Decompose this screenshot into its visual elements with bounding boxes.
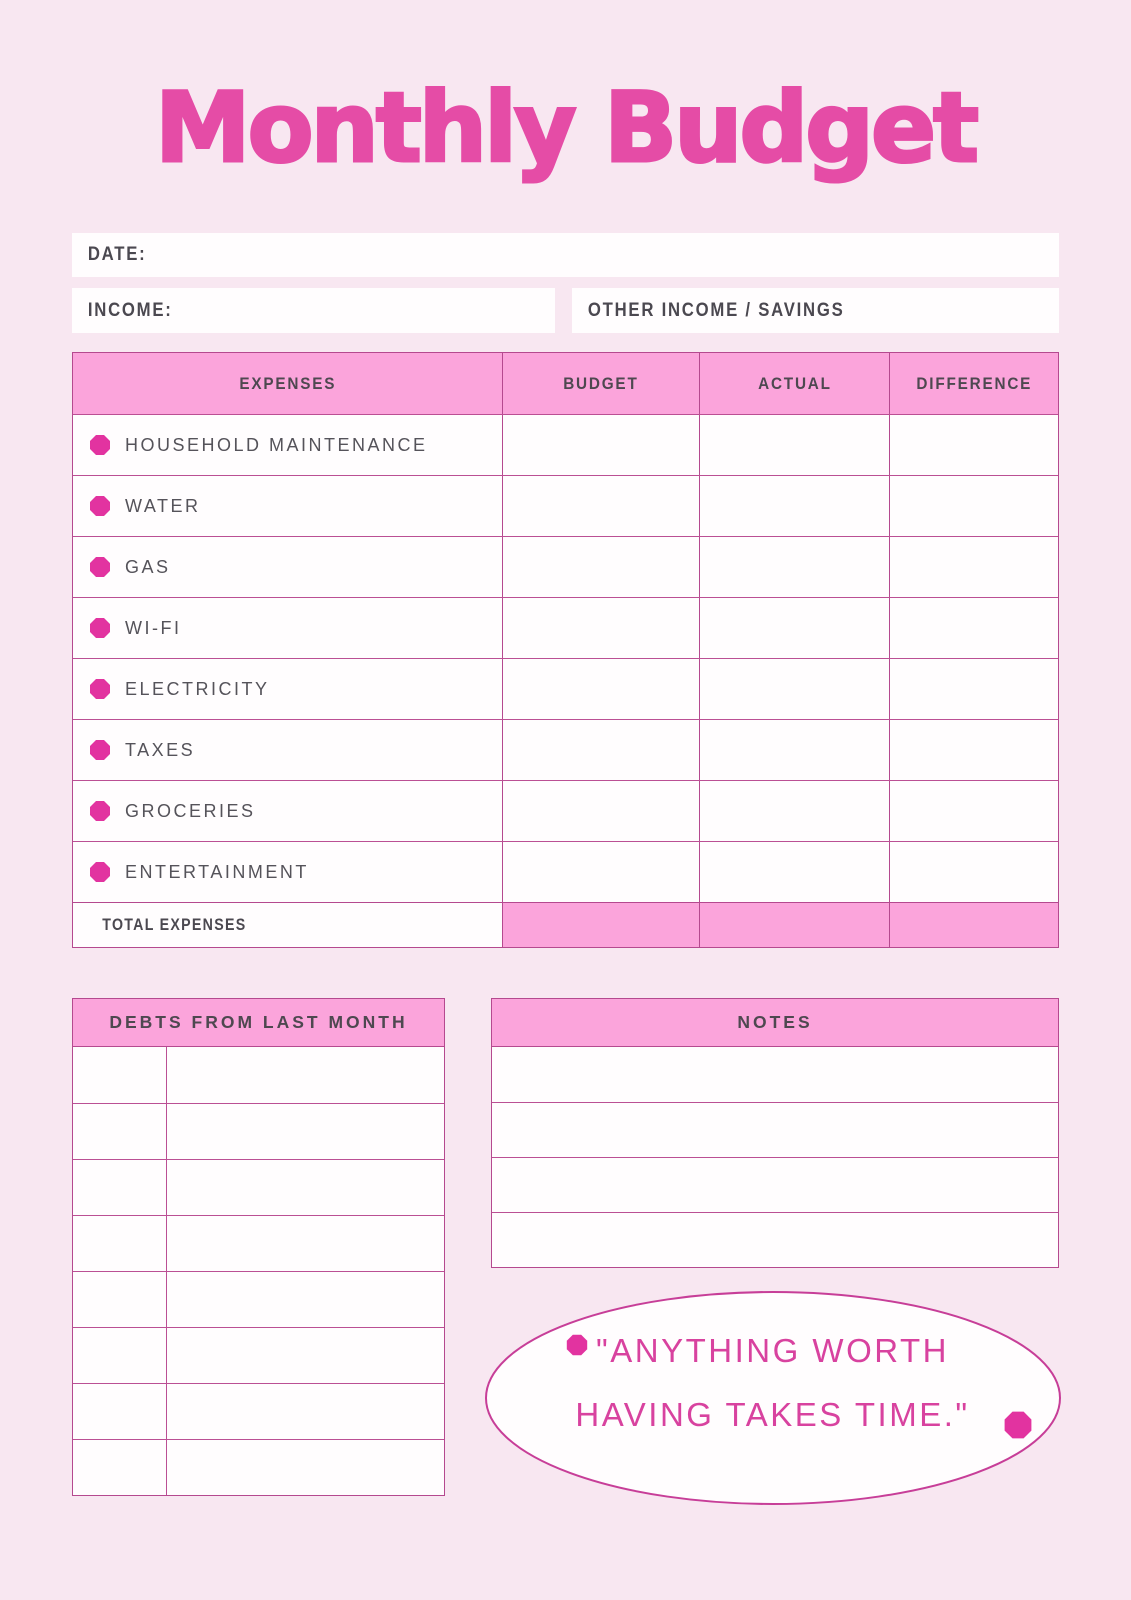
- expense-label: ELECTRICITY: [125, 678, 270, 699]
- debt-description-cell[interactable]: [167, 1328, 444, 1383]
- debt-amount-cell[interactable]: [73, 1272, 167, 1327]
- note-line[interactable]: [492, 1212, 1058, 1267]
- page-title: Monthly Budget: [155, 72, 976, 184]
- expense-row: [73, 780, 1058, 841]
- debts-table-title: DEBTS FROM LAST MONTH: [109, 1012, 408, 1032]
- expense-label: WATER: [125, 495, 201, 516]
- debt-row: [73, 1271, 444, 1327]
- budget-cell[interactable]: [502, 781, 699, 841]
- expense-label: ENTERTAINMENT: [125, 861, 309, 882]
- octagon-bullet-icon: [90, 618, 110, 638]
- debt-amount-cell[interactable]: [73, 1104, 167, 1159]
- budget-cell[interactable]: [502, 415, 699, 475]
- actual-cell[interactable]: [699, 415, 889, 475]
- total-actual-cell[interactable]: [699, 903, 889, 947]
- octagon-bullet-icon: [90, 862, 110, 882]
- income-field[interactable]: [72, 288, 555, 333]
- budget-cell[interactable]: [502, 842, 699, 902]
- octagon-bullet-icon: [90, 801, 110, 821]
- debt-description-cell[interactable]: [167, 1104, 444, 1159]
- note-line[interactable]: [492, 1102, 1058, 1157]
- debts-rows: [73, 1047, 444, 1495]
- debt-row: [73, 1439, 444, 1495]
- note-line[interactable]: [492, 1157, 1058, 1212]
- total-difference-cell[interactable]: [889, 903, 1058, 947]
- total-expenses-row: [73, 902, 1058, 947]
- octagon-bullet-icon: [90, 557, 110, 577]
- actual-cell[interactable]: [699, 842, 889, 902]
- difference-cell[interactable]: [889, 659, 1058, 719]
- debt-amount-cell[interactable]: [73, 1047, 167, 1103]
- expense-label: GROCERIES: [125, 800, 256, 821]
- expenses-rows: [73, 414, 1058, 902]
- total-expenses-label-cell: [73, 903, 502, 947]
- actual-cell[interactable]: [699, 537, 889, 597]
- budget-cell[interactable]: [502, 476, 699, 536]
- total-budget-cell[interactable]: [502, 903, 699, 947]
- debt-amount-cell[interactable]: [73, 1328, 167, 1383]
- date-label: DATE:: [87, 244, 147, 265]
- debt-amount-cell[interactable]: [73, 1216, 167, 1271]
- debt-row: [73, 1215, 444, 1271]
- octagon-bullet-icon: [90, 435, 110, 455]
- notes-header: [492, 999, 1058, 1047]
- expense-label-cell: [73, 842, 502, 902]
- debt-amount-cell[interactable]: [73, 1384, 167, 1439]
- octagon-bullet-icon: [90, 496, 110, 516]
- expense-row: [73, 536, 1058, 597]
- budget-cell[interactable]: [502, 659, 699, 719]
- expense-label: TAXES: [125, 739, 196, 760]
- debt-row: [73, 1327, 444, 1383]
- difference-cell[interactable]: [889, 537, 1058, 597]
- debts-from-last-month-table: [72, 998, 445, 1496]
- difference-cell[interactable]: [889, 415, 1058, 475]
- expense-label-cell: [73, 781, 502, 841]
- actual-cell[interactable]: [699, 476, 889, 536]
- expense-row: [73, 719, 1058, 780]
- income-label: INCOME:: [87, 299, 173, 321]
- difference-column-header: DIFFERENCE: [889, 353, 1058, 414]
- debt-description-cell[interactable]: [167, 1384, 444, 1439]
- expense-row: [73, 475, 1058, 536]
- octagon-bullet-icon: [90, 740, 110, 760]
- date-field[interactable]: [72, 233, 1059, 277]
- expense-label: HOUSEHOLD MAINTENANCE: [125, 434, 428, 455]
- note-line[interactable]: [492, 1047, 1058, 1102]
- budget-cell[interactable]: [502, 537, 699, 597]
- actual-cell[interactable]: [699, 598, 889, 658]
- difference-cell[interactable]: [889, 720, 1058, 780]
- debt-row: [73, 1103, 444, 1159]
- debt-description-cell[interactable]: [167, 1440, 444, 1495]
- expense-row: [73, 414, 1058, 475]
- notes-section: [491, 998, 1059, 1268]
- notes-lines: [492, 1047, 1058, 1267]
- expense-label: WI-FI: [125, 617, 182, 638]
- debt-description-cell[interactable]: [167, 1160, 444, 1215]
- expenses-table-header: [73, 353, 1058, 414]
- debt-row: [73, 1159, 444, 1215]
- budget-column-header: BUDGET: [502, 353, 699, 414]
- difference-cell[interactable]: [889, 842, 1058, 902]
- actual-cell[interactable]: [699, 720, 889, 780]
- expense-label-cell: [73, 415, 502, 475]
- octagon-bullet-icon: [90, 679, 110, 699]
- other-income-savings-label: OTHER INCOME / SAVINGS: [587, 299, 845, 321]
- expense-label-cell: [73, 476, 502, 536]
- other-income-savings-field[interactable]: [572, 288, 1059, 333]
- quote-line-2: HAVING TAKES TIME.": [575, 1396, 970, 1433]
- expense-label-cell: [73, 598, 502, 658]
- difference-cell[interactable]: [889, 781, 1058, 841]
- debt-amount-cell[interactable]: [73, 1160, 167, 1215]
- actual-cell[interactable]: [699, 781, 889, 841]
- expense-label-cell: [73, 537, 502, 597]
- expense-row: [73, 658, 1058, 719]
- actual-column-header: ACTUAL: [699, 353, 889, 414]
- debt-description-cell[interactable]: [167, 1216, 444, 1271]
- quote-line-1: "ANYTHING WORTH: [596, 1332, 949, 1369]
- total-expenses-label: TOTAL EXPENSES: [102, 915, 247, 934]
- difference-cell[interactable]: [889, 476, 1058, 536]
- expenses-column-header: EXPENSES: [239, 373, 336, 393]
- expenses-table: [72, 352, 1059, 948]
- debt-row: [73, 1047, 444, 1103]
- expense-label-cell: [73, 720, 502, 780]
- budget-cell[interactable]: [502, 720, 699, 780]
- debts-table-header: [73, 999, 444, 1047]
- expense-row: [73, 597, 1058, 658]
- debt-description-cell[interactable]: [167, 1047, 444, 1103]
- quote-bubble: [478, 1285, 1068, 1510]
- actual-cell[interactable]: [699, 659, 889, 719]
- notes-title: NOTES: [737, 1012, 813, 1032]
- expense-row: [73, 841, 1058, 902]
- debt-row: [73, 1383, 444, 1439]
- difference-cell[interactable]: [889, 598, 1058, 658]
- expense-label: GAS: [125, 556, 171, 577]
- debt-description-cell[interactable]: [167, 1272, 444, 1327]
- expense-label-cell: [73, 659, 502, 719]
- budget-cell[interactable]: [502, 598, 699, 658]
- quote-text: [520, 1319, 1025, 1447]
- debt-amount-cell[interactable]: [73, 1440, 167, 1495]
